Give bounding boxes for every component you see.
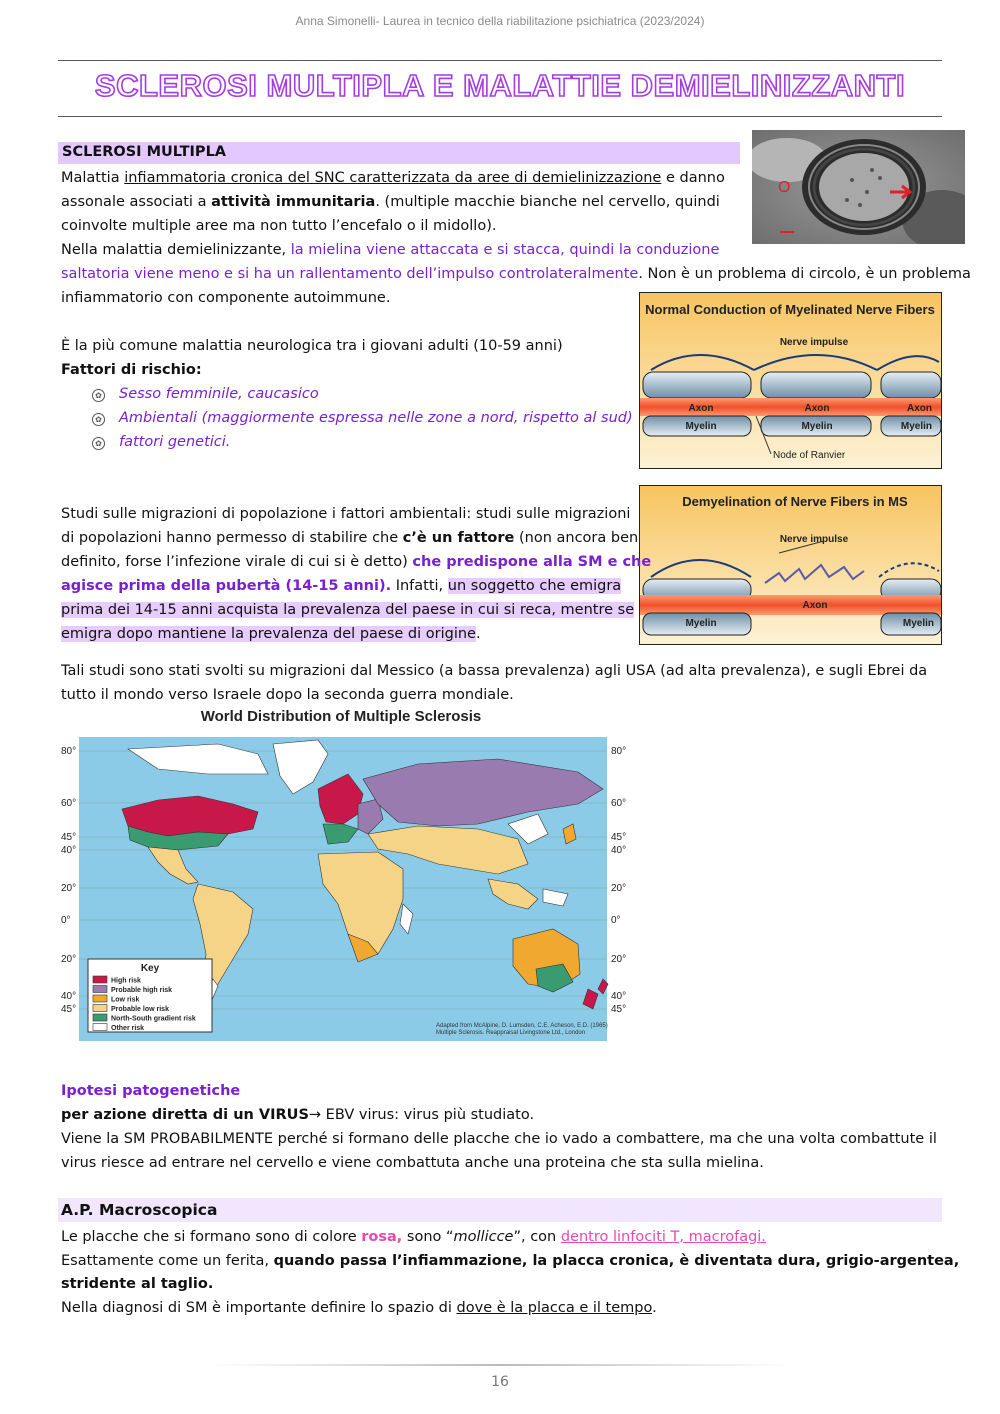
text-line: È la più comune malattia neurologica tra i giovani adulti (10-59 anni) <box>61 338 563 354</box>
text-line: Tali studi sono stati svolti su migrazioni dal Messico (a bassa prevalenza) agli USA (ad alta prevalenza), e sugli Ebrei da <box>61 663 928 679</box>
text-line: Esattamente come un ferita, quando passa l’infiammazione, la placca cronica, è diventata dura, grigio-argentea, <box>61 1253 960 1269</box>
header-rule-bottom <box>58 116 942 117</box>
text-line: coinvolte multiple aree ma non tutto l’encefalo o il midollo). <box>61 218 497 234</box>
lat-label: 45° <box>611 1004 627 1015</box>
axon-label: Axon <box>688 403 714 414</box>
running-header: Anna Simonelli- Laurea in tecnico della riabilitazione psichiatrica (2023/2024) <box>295 14 705 28</box>
text-line: Le placche che si formano sono di colore rosa, sono “mollicce”, con dentro linfociti T, macrofagi. <box>61 1229 766 1245</box>
text-line: agisce prima della pubertà (14-15 anni). Infatti, un soggetto che emigra <box>61 578 622 594</box>
impulse-label: Nerve impulse <box>779 534 849 545</box>
legend-label: North-South gradient risk <box>111 1015 196 1023</box>
text-line: tutto il mondo verso Israele dopo la seconda guerra mondiale. <box>61 687 514 703</box>
flower-bullet-icon: ✿ <box>92 437 105 450</box>
text-line: prima dei 14-15 anni acquista la prevalenza del paese in cui si reca, mentre se <box>61 602 635 618</box>
figure-title: Normal Conduction of Myelinated Nerve Fibers <box>645 302 935 317</box>
myelin-label: Myelin <box>902 618 934 629</box>
text-line: Nella malattia demielinizzante, la mielina viene attaccata e si stacca, quindi la conduzione <box>61 242 720 258</box>
lat-label: 40° <box>611 845 627 856</box>
text-line: di popolazioni hanno permesso di stabilire che c’è un fattore (non ancora ben <box>61 530 639 546</box>
impulse-label: Nerve impulse <box>779 337 849 348</box>
lat-label: 40° <box>61 845 77 856</box>
legend-title: Key <box>140 963 160 974</box>
figure-demyelination <box>639 485 942 645</box>
flower-bullet-icon: ✿ <box>92 413 105 426</box>
lat-label: 0° <box>61 915 71 926</box>
legend-swatch <box>93 1024 107 1031</box>
legend-swatch <box>93 995 107 1002</box>
legend-swatch <box>93 1014 107 1021</box>
lat-label: 20° <box>611 883 627 894</box>
myelin-label: Myelin <box>900 421 932 432</box>
header-rule-top <box>58 60 942 61</box>
lat-label: 45° <box>61 832 77 843</box>
lat-label: 45° <box>61 1004 77 1015</box>
figure-normal-conduction <box>639 292 942 469</box>
axon-label: Axon <box>804 403 830 414</box>
list-item: ✿ Sesso femminile, caucasico <box>92 382 319 406</box>
text-line: stridente al taglio. <box>61 1276 214 1292</box>
legend-label: Other risk <box>111 1025 145 1032</box>
lat-label: 60° <box>611 798 627 809</box>
axon-label: Axon <box>802 600 828 611</box>
page-number: 16 <box>491 1374 509 1390</box>
text-line: Nella diagnosi di SM è importante definire lo spazio di dove è la placca e il tempo. <box>61 1300 657 1316</box>
text-line: assonale associati a attività immunitaria. (multiple macchie bianche nel cervello, quindi <box>61 194 720 210</box>
myelin-label: Myelin <box>685 618 717 629</box>
legend-swatch <box>93 986 107 993</box>
world-ms-map <box>58 704 633 1044</box>
legend-swatch <box>93 976 107 983</box>
myelin-label: Myelin <box>685 421 717 432</box>
list-item: ✿ fattori genetici. <box>92 430 230 454</box>
section-heading-sclerosi: SCLEROSI MULTIPLA <box>62 144 227 160</box>
text-line: per azione diretta di un VIRUS→ EBV virus: virus più studiato. <box>61 1107 535 1123</box>
map-credit: Adapted from McAlpine, D. Lumsden, C.E. Acheson, E.D. (1965) <box>436 1023 608 1029</box>
lat-label: 45° <box>611 832 627 843</box>
map-credit: Multiple Sclerosis. Reappraisal Livingstone Ltd., London <box>436 1030 586 1036</box>
flower-bullet-icon: ✿ <box>92 389 105 402</box>
text-line: emigra dopo mantiene la prevalenza del paese di origine. <box>61 626 481 642</box>
lat-label: 20° <box>61 883 77 894</box>
node-label: Node of Ranvier <box>773 450 846 461</box>
legend-label: Low risk <box>111 996 140 1004</box>
lat-label: 80° <box>61 746 77 757</box>
lat-label: 0° <box>611 915 621 926</box>
text-line: Studi sulle migrazioni di popolazione i fattori ambientali: studi sulle migrazioni <box>61 506 631 522</box>
myelin-label: Myelin <box>801 421 833 432</box>
text-line: saltatoria viene meno e si ha un rallentamento dell’impulso controlateralmente. Non è un problema di circolo, è un problema <box>61 266 971 282</box>
risk-heading: Fattori di rischio: <box>61 362 202 378</box>
legend-label: High risk <box>111 977 141 985</box>
list-item: ✿ Ambientali (maggiormente espressa nelle zone a nord, rispetto al sud) <box>92 406 633 430</box>
legend-label: Probable low risk <box>111 1006 169 1013</box>
legend-swatch <box>93 1005 107 1012</box>
figure-title: Demyelination of Nerve Fibers in MS <box>682 494 908 509</box>
lat-label: 40° <box>61 991 77 1002</box>
lat-label: 20° <box>61 954 77 965</box>
map-title: World Distribution of Multiple Sclerosis <box>200 708 482 725</box>
axon-label: Axon <box>907 403 932 414</box>
arrow-right-icon: → <box>308 1107 322 1123</box>
lat-label: 60° <box>61 798 77 809</box>
section-heading-macroscopica: A.P. Macroscopica <box>61 1201 218 1219</box>
svg-text:O: O <box>778 179 791 196</box>
lat-label: 40° <box>611 991 627 1002</box>
legend-label: Probable high risk <box>111 987 173 994</box>
myelin-micrograph <box>752 130 965 244</box>
text-line: virus riesce ad entrare nel cervello e viene combattuta anche una proteina che sta sulla mielina. <box>61 1155 764 1171</box>
text-line: Viene la SM PROBABILMENTE perché si formano delle placche che io vado a combattere, ma che una volta combattute il <box>61 1131 937 1147</box>
text-line: Malattia infiammatoria cronica del SNC caratterizzata da aree di demielinizzazione e danno <box>61 170 725 186</box>
text-line: infiammatorio con componente autoimmune. <box>61 290 391 306</box>
page-title: SCLEROSI MULTIPLA E MALATTIE DEMIELINIZZANTI <box>94 68 906 103</box>
hypotheses-heading: Ipotesi patogenetiche <box>61 1083 241 1099</box>
footer-rule <box>210 1364 790 1366</box>
lat-label: 80° <box>611 746 627 757</box>
text-line: definito, forse l’infezione virale di cui si è detto) che predispone alla SM e che <box>61 554 652 570</box>
lat-label: 20° <box>611 954 627 965</box>
